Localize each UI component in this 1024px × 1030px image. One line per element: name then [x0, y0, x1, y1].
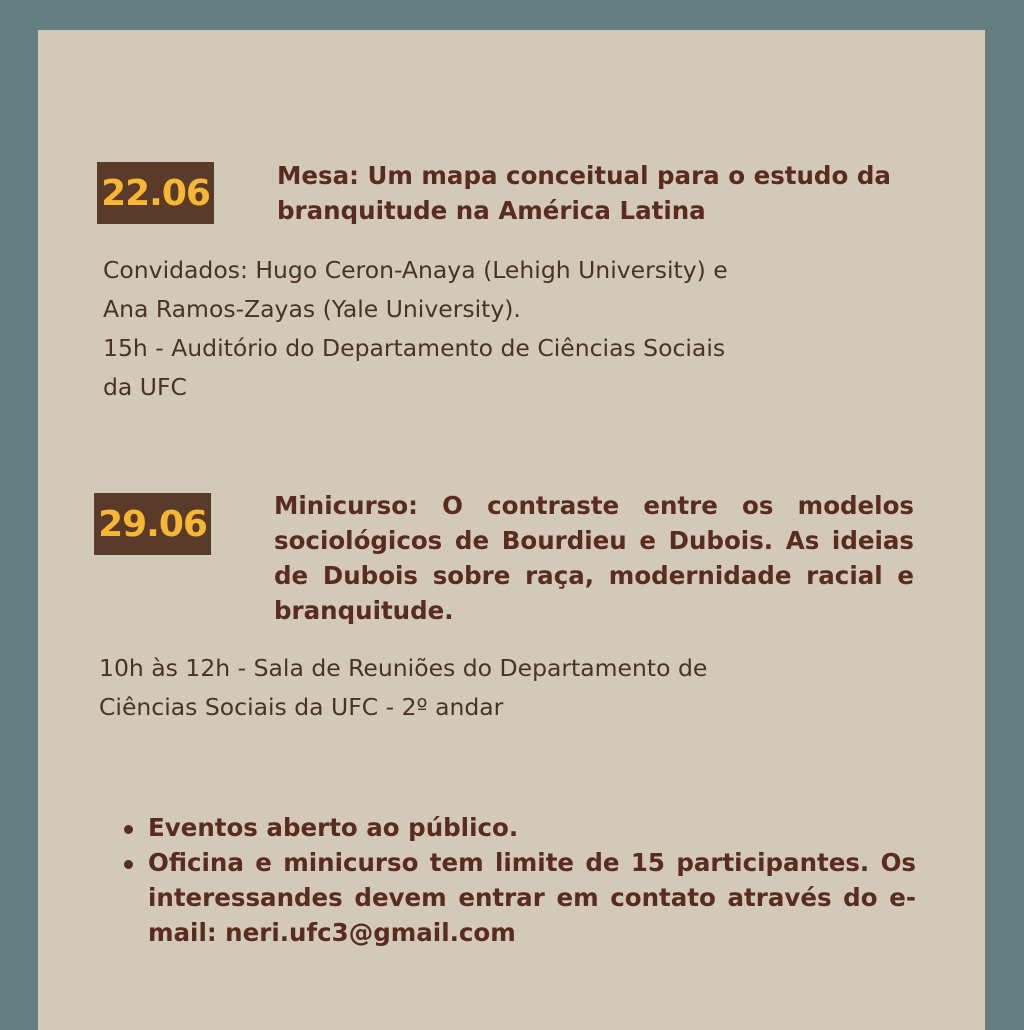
- list-item: [108, 810, 916, 845]
- note-text: Eventos aberto ao público.: [148, 813, 519, 842]
- event-detail-line: da UFC: [103, 373, 187, 401]
- list-item: [108, 845, 916, 950]
- event-detail-line: Ana Ramos-Zayas (Yale University).: [103, 295, 521, 323]
- event-title: Minicurso: O contraste entre os modelos sociológicos de Bourdieu e Dubois. As ideias de Dubois sobre raça, modernidade racial e branquitude.: [274, 491, 914, 625]
- bullet-icon: [124, 860, 133, 869]
- event-date-badge: 22.06: [97, 162, 214, 224]
- event-detail-line: 10h às 12h - Sala de Reuniões do Departamento de: [99, 654, 708, 682]
- notes-list: [108, 810, 916, 950]
- event-title: Mesa: Um mapa conceitual para o estudo da branquitude na América Latina: [277, 161, 891, 225]
- event-detail-line: 15h - Auditório do Departamento de Ciências Sociais: [103, 334, 726, 362]
- event-detail-line: Ciências Sociais da UFC - 2º andar: [99, 693, 504, 721]
- event-detail-line: Convidados: Hugo Ceron-Anaya (Lehigh University) e: [103, 256, 728, 284]
- event-date-badge: 29.06: [94, 493, 211, 555]
- note-text: Oficina e minicurso tem limite de 15 participantes. Os interessandes devem entrar em contato através do e-mail: neri.ufc3@gmail.com: [148, 848, 916, 947]
- event-details: [103, 251, 903, 407]
- event-details: [99, 649, 899, 727]
- bullet-icon: [124, 825, 133, 834]
